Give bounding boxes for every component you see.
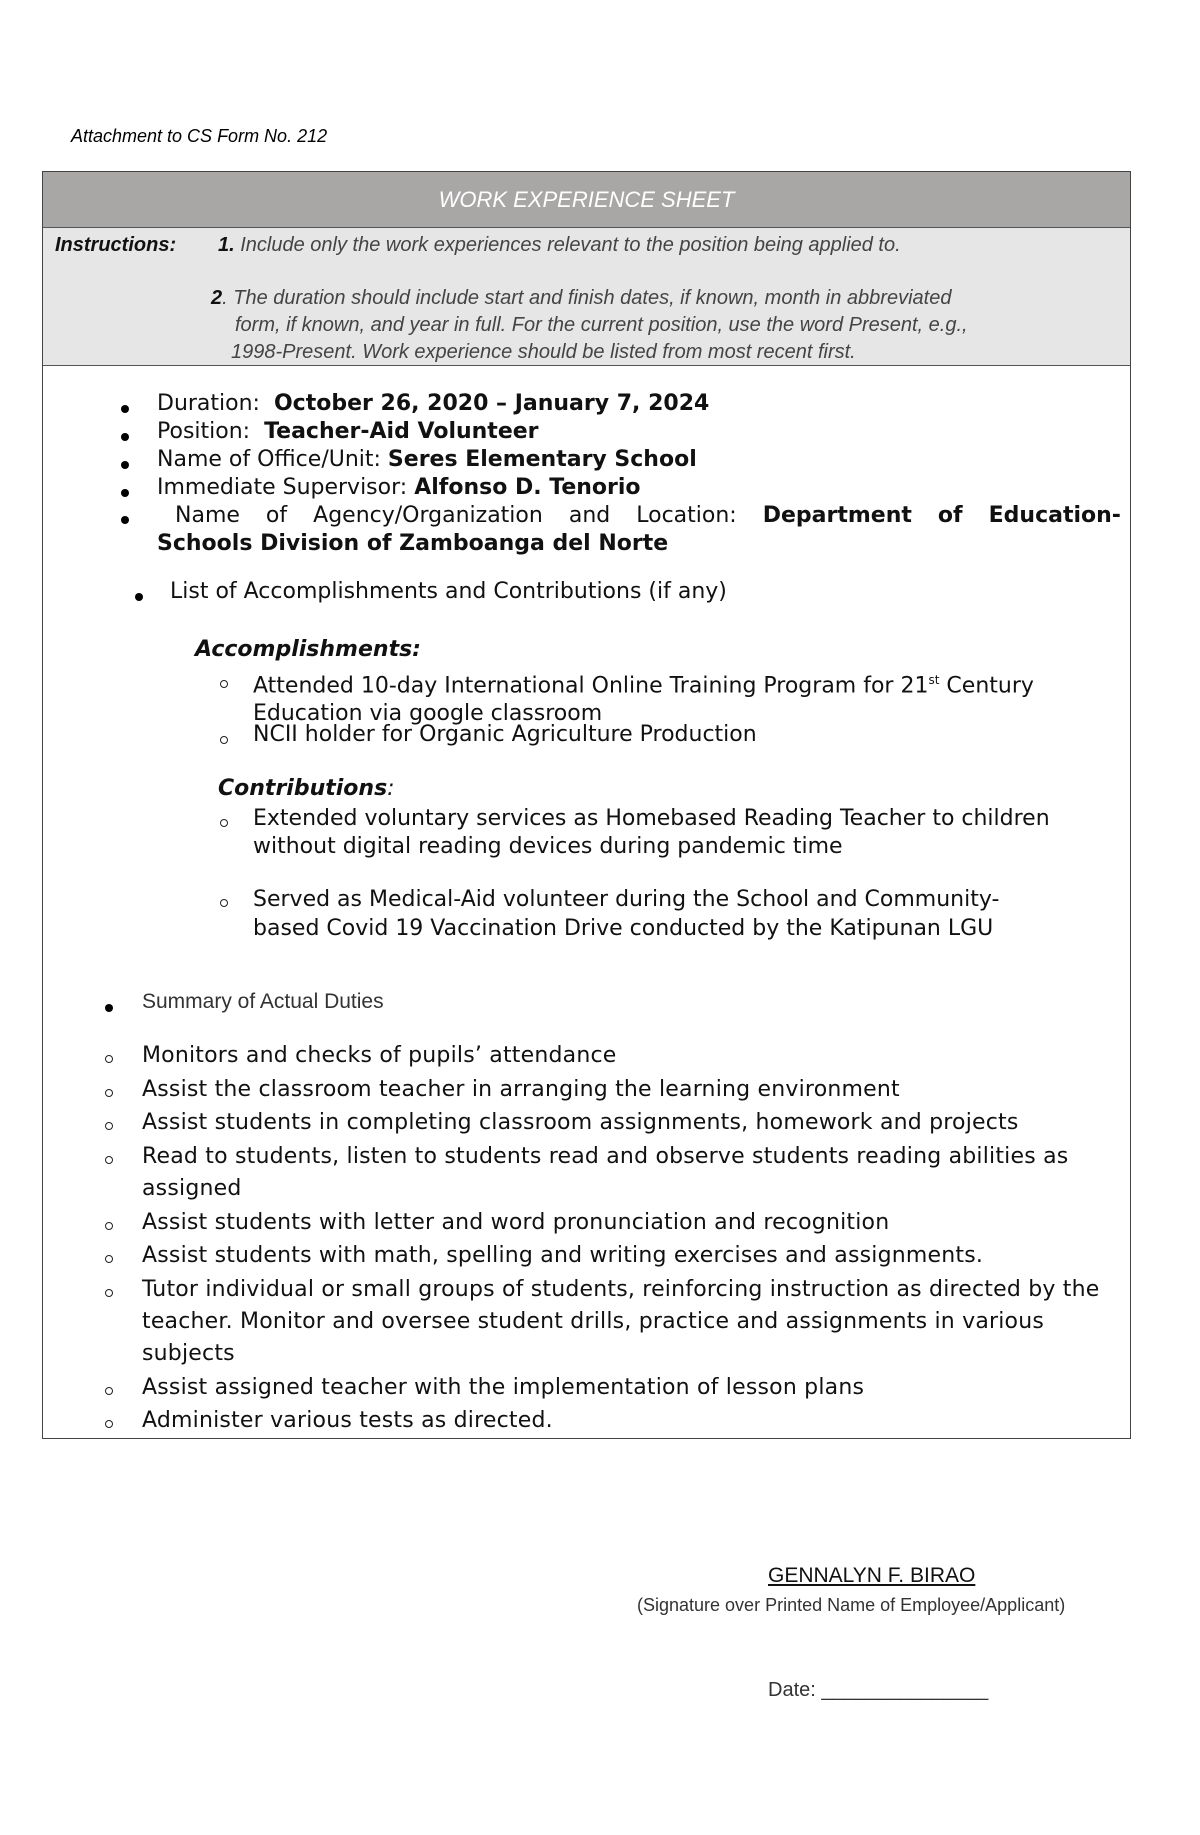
contribution-1-line-1: Extended voluntary services as Homebased Reading Teacher to children <box>253 806 1050 831</box>
agency-word: Education- <box>988 503 1121 528</box>
instruction-2-line-2: form, if known, and year in full. For the current position, use the word Present, e.g., <box>235 314 968 336</box>
supervisor-value: Alfonso D. Tenorio <box>414 475 641 500</box>
bullet-icon <box>121 405 129 413</box>
duration-label: Duration: <box>157 391 260 416</box>
instruction-1-number: 1. <box>218 234 235 256</box>
circle-bullet-icon <box>105 1420 113 1428</box>
office-row <box>157 447 697 472</box>
contributions-heading <box>218 776 395 801</box>
agency-word: of <box>265 503 288 528</box>
circle-bullet-icon <box>105 1055 113 1063</box>
agency-word: Agency/Organization <box>313 503 543 528</box>
instructions-box <box>43 228 1130 366</box>
circle-bullet-icon <box>105 1222 113 1230</box>
agency-word: Department <box>762 503 912 528</box>
instruction-2-line-1: . The duration should include start and finish dates, if known, month in abbreviated <box>222 287 952 309</box>
circle-bullet-icon <box>220 680 228 688</box>
accomplishment-2: NCII holder for Organic Agriculture Production <box>253 722 757 747</box>
instruction-1 <box>218 234 901 257</box>
instruction-2-number: 2 <box>211 287 223 309</box>
duty-item: Assist students with letter and word pronunciation and recognition <box>142 1210 890 1235</box>
agency-word: Location: <box>636 503 737 528</box>
instruction-2-line-3: 1998-Present. Work experience should be listed from most recent first. <box>231 341 856 363</box>
office-value: Seres Elementary School <box>387 447 697 472</box>
duty-item: Tutor individual or small groups of students, reinforcing instruction as directed by the teacher. Monitor and oversee student drills, practice and assignments in various subjects <box>142 1277 1100 1366</box>
signature-name: GENNALYN F. BIRAO <box>768 1564 976 1587</box>
duty-item: Assist assigned teacher with the implementation of lesson plans <box>142 1375 865 1400</box>
accomplishment-1-line-1-end: Century <box>939 673 1034 699</box>
accomplishments-intro: List of Accomplishments and Contributions (if any) <box>170 579 727 604</box>
bullet-icon <box>121 433 129 441</box>
date-field: Date: _______________ <box>768 1679 989 1701</box>
bullet-icon <box>121 516 129 524</box>
instruction-1-text: Include only the work experiences relevant to the position being applied to. <box>240 234 901 256</box>
instruction-2 <box>211 285 1121 366</box>
agency-word: Name <box>175 503 240 528</box>
circle-bullet-icon <box>105 1122 113 1130</box>
contribution-1-line-2: without digital reading devices during pandemic time <box>253 834 843 859</box>
summary-label: Summary of Actual Duties <box>142 990 384 1013</box>
attachment-label: Attachment to CS Form No. 212 <box>71 126 328 146</box>
agency-word: and <box>568 503 611 528</box>
circle-bullet-icon <box>105 1387 113 1395</box>
position-value: Teacher-Aid Volunteer <box>264 419 539 444</box>
accomplishments-heading: Accomplishments: <box>195 637 421 662</box>
duty-item: Monitors and checks of pupils’ attendance <box>142 1043 617 1068</box>
contributions-heading-colon: : <box>387 776 395 801</box>
duty-item: Assist students in completing classroom assignments, homework and projects <box>142 1110 1019 1135</box>
agency-row <box>157 502 1121 558</box>
supervisor-label: Immediate Supervisor: <box>157 475 408 500</box>
accomplishment-1-line-2: Education via google classroom <box>253 701 603 727</box>
bullet-icon <box>121 461 129 469</box>
contributions-heading-text: Contributions <box>218 776 388 801</box>
contribution-2-line-2: based Covid 19 Vaccination Drive conducted by the Katipunan LGU <box>253 916 994 941</box>
bullet-icon <box>105 1004 113 1012</box>
circle-bullet-icon <box>105 1089 113 1097</box>
circle-bullet-icon <box>105 1289 113 1297</box>
contribution-item <box>253 885 999 943</box>
circle-bullet-icon <box>220 736 228 744</box>
signature-caption: (Signature over Printed Name of Employee/Applicant) <box>637 1595 1066 1615</box>
contribution-item <box>253 805 1050 861</box>
circle-bullet-icon <box>220 819 228 827</box>
accomplishment-1-line-1: Attended 10-day International Online Training Program for 21 <box>253 673 929 699</box>
duty-item: Assist students with math, spelling and writing exercises and assignments. <box>142 1243 984 1268</box>
supervisor-row <box>157 475 641 500</box>
position-label: Position: <box>157 419 251 444</box>
agency-word: of <box>937 503 963 528</box>
office-label: Name of Office/Unit: <box>157 447 381 472</box>
accomplishment-item <box>253 666 1034 728</box>
bullet-icon <box>121 489 129 497</box>
accomplishment-1-superscript: st <box>928 673 940 687</box>
circle-bullet-icon <box>220 899 228 907</box>
position-row <box>157 419 539 444</box>
circle-bullet-icon <box>105 1255 113 1263</box>
sheet-title: WORK EXPERIENCE SHEET <box>43 172 1130 228</box>
duty-item: Assist the classroom teacher in arranging the learning environment <box>142 1077 900 1102</box>
work-experience-sheet <box>42 171 1131 1439</box>
duration-row <box>157 391 709 416</box>
contribution-2-line-1: Served as Medical-Aid volunteer during the School and Community- <box>253 887 1000 912</box>
duty-item: Administer various tests as directed. <box>142 1408 553 1433</box>
duty-item: Read to students, listen to students read and observe students reading abilities as assigned <box>142 1144 1069 1201</box>
agency-value-line-2: Schools Division of Zamboanga del Norte <box>157 531 669 556</box>
circle-bullet-icon <box>105 1156 113 1164</box>
bullet-icon <box>135 593 143 601</box>
instructions-label: Instructions: <box>55 234 177 256</box>
duration-value: October 26, 2020 – January 7, 2024 <box>273 391 710 416</box>
